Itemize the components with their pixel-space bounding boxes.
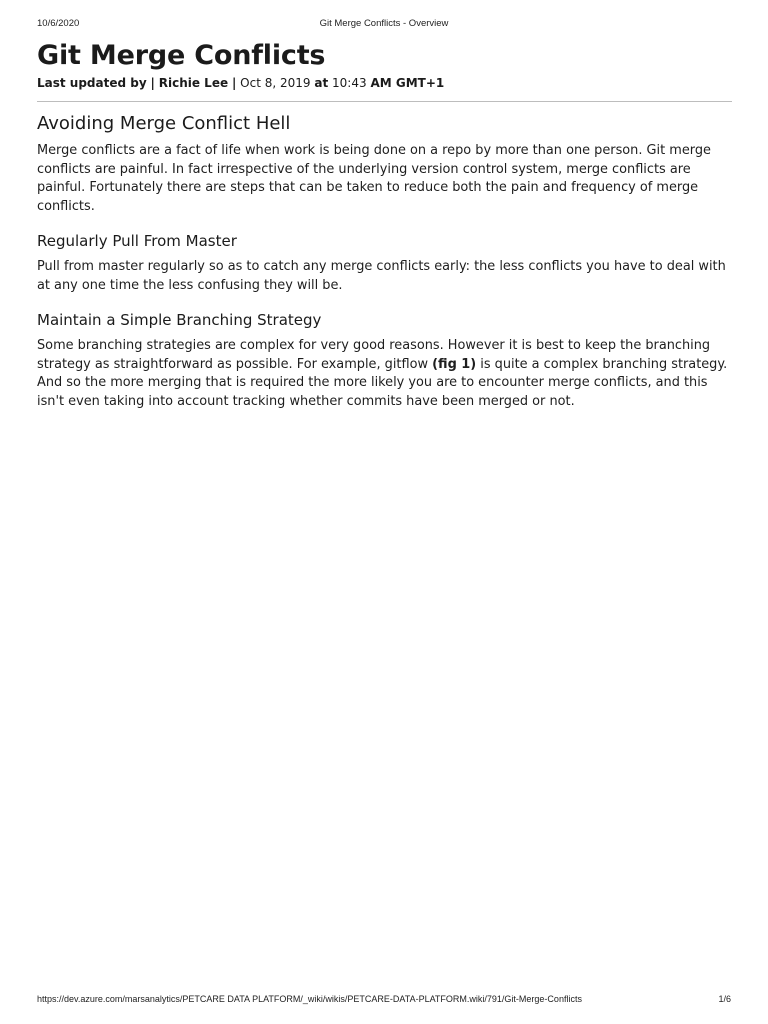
last-updated-label: Last updated by: [37, 76, 147, 90]
time-zone: AM GMT+1: [370, 76, 445, 90]
section-heading-avoiding-merge-conflict-hell: Avoiding Merge Conflict Hell: [37, 113, 291, 134]
sub-heading-regularly-pull: Regularly Pull From Master: [37, 232, 237, 250]
last-updated-line: [37, 75, 732, 91]
print-header: [37, 18, 731, 30]
meta-separator: |: [231, 76, 237, 90]
pull-paragraph: Pull from master regularly so as to catch any merge conflicts early: the less conflicts you have to deal with at any one time the less confusing they will be.: [37, 259, 726, 293]
author-name: Richie Lee: [158, 76, 229, 90]
branching-text-part-1: Some branching strategies are complex for very good reasons. However it is best to keep the branching strategy as straightforward as possible. For example, gitflow: [37, 338, 711, 372]
article-content: [37, 40, 732, 411]
intro-paragraph: Merge conflicts are a fact of life when work is being done on a repo by more than one person. Git merge conflicts are painful. In fact irrespective of the underlying version control system, merge conflicts are painful. Fortunately there are steps that can be taken to reduce both the pain and frequency of merge conflicts.: [37, 143, 711, 214]
page-url: https://dev.azure.com/marsanalytics/PETCARE DATA PLATFORM/_wiki/wikis/PETCARE-DATA-PLATFORM.wiki/791/Git-Merge-Conflicts: [37, 994, 582, 1004]
figure-reference: (fig 1): [432, 356, 477, 372]
page-number: 1/6: [718, 994, 731, 1004]
print-document-title: Git Merge Conflicts - Overview: [319, 18, 449, 29]
meta-separator: |: [150, 76, 155, 90]
sub-heading-branching-strategy: Maintain a Simple Branching Strategy: [37, 311, 322, 329]
page-title: Git Merge Conflicts: [37, 40, 326, 71]
print-footer: [37, 994, 731, 1006]
header-divider: [37, 101, 732, 102]
branching-text-part-2: is quite a complex branching strategy. And so the more merging that is required the more likely you are to encounter merge conflicts, and this isn't even taking into account tracking whether commits have been merged or not.: [37, 356, 728, 409]
updated-time: 10:43: [332, 76, 367, 90]
branching-paragraph: [37, 337, 732, 411]
print-date: 10/6/2020: [37, 18, 80, 29]
at-label: at: [314, 76, 329, 90]
updated-date: Oct 8, 2019: [240, 76, 311, 90]
